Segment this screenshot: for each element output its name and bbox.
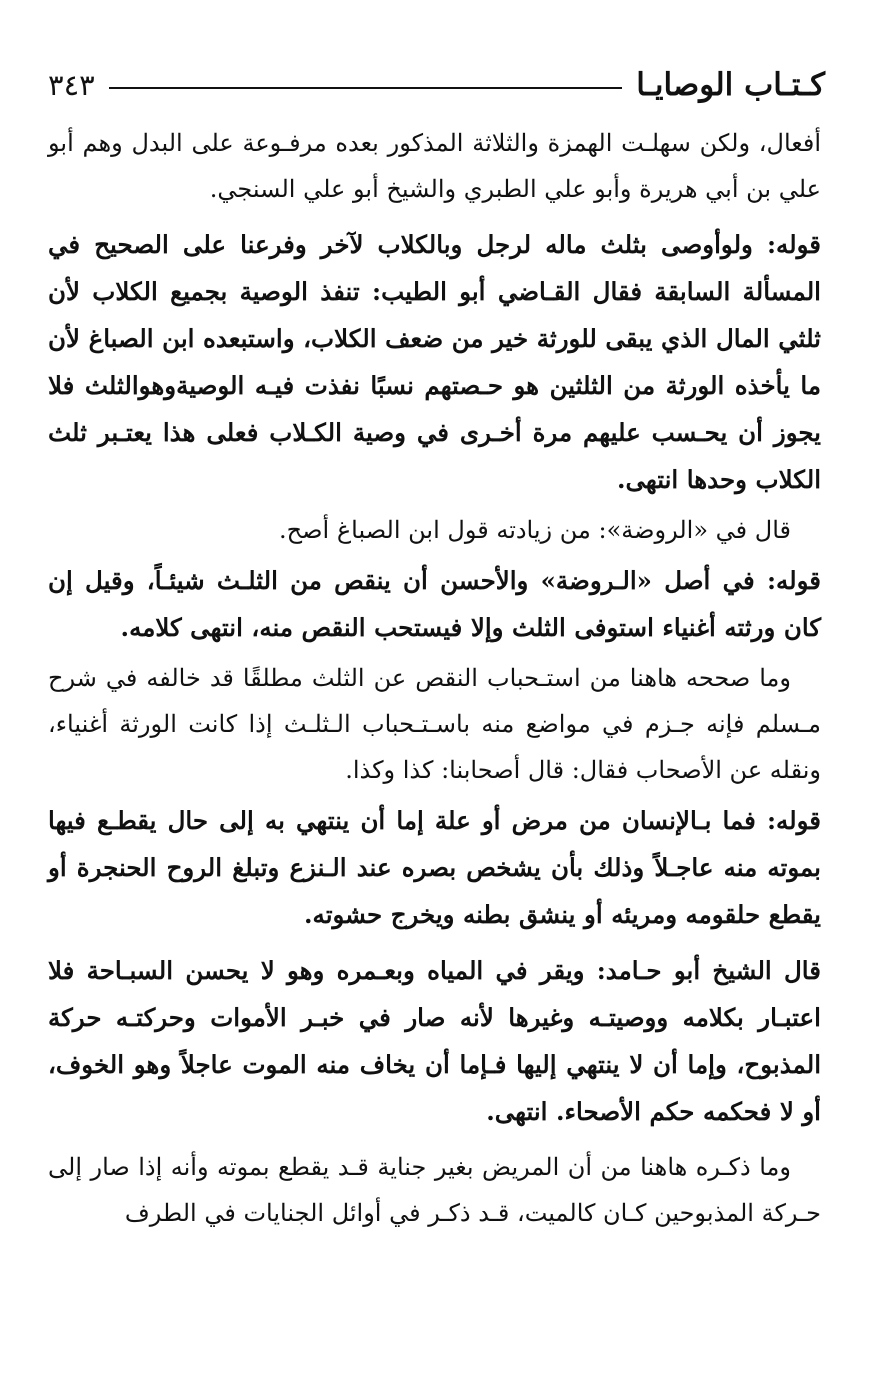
paragraph-2-quote: قوله: ولوأوصى بثلث ماله لرجل وبالكلاب لآخر وفرعنا على الصحيح في المسألة السابقة فقال القـاضي أبو الطيب: تنفذ الوصية بجميع الكلاب لأن ثلثي المال الذي يبقى للورثة خير من ضعف الكلاب، واستبعده ابن الصباغ لأن ما يأخذه الورثة من الثلثين هو حـصتهم نسبًا نفذت فيـه الوصيةوهوالثلث فلا يجوز أن يحـسب عليهم مرة أخـرى في وصية الكـلاب فعلى هذا يعتـبر ثلث الكلاب وحدها انتهى. [48, 230, 821, 494]
paragraph-4-quote: قوله: في أصل «الـروضة» والأحسن أن ينقص من الثلـث شيئـاً، وقيل إن كان ورثته أغنياء استوفى الثلث وإلا فيستحب النقص منه، انتهى كلامه. [48, 566, 821, 642]
paragraph-7-quote: قال الشيخ أبو حـامد: ويقر في المياه وبعـمره وهو لا يحسن السبـاحة فلا اعتبـار بكلامه ووصيتـه وغيرها لأنه صار في خبـر الأموات وحركتـه حركة المذبوح، وإما أن لا ينتهي إليها فـإما أن يخاف منه الموت عاجلاً وهو الخوف، أو لا فحكمه حكم الأصحاء. انتهى. [48, 956, 821, 1126]
header-rule [109, 87, 623, 89]
paragraph-3: قال في «الروضة»: من زيادته قول ابن الصباغ أصح. [279, 516, 791, 544]
paragraph-8: وما ذكـره هاهنا من أن المريض بغير جناية قـد يقطع بموته وأنه إذا صار إلى حـركة المذبوحين كـان كالميت، قـد ذكـر في أوائل الجنايات في الطرف [48, 1153, 821, 1227]
running-header [48, 62, 825, 108]
paragraph-5: وما صححه هاهنا من استـحباب النقص عن الثلث مطلقًا قد خالفه في شرح مـسلم فإنه جـزم في مواضع منه باسـتـحباب الـثلـث إذا كانت الورثة أغنياء، ونقله عن الأصحاب فقال: قال أصحابنا: كذا وكذا. [48, 664, 821, 784]
paragraph-1: أفعال، ولكن سهلـت الهمزة والثلاثة المذكور بعده مرفـوعة على البدل وهم أبو علي بن أبي هريرة وأبو علي الطبري والشيخ أبو علي السنجي. [48, 129, 821, 203]
paragraph-6-quote: قوله: فما بـالإنسان من مرض أو علة إما أن ينتهي به إلى حال يقطـع فيها بموته منه عاجـلاً وذلك بأن يشخص بصره عند الـنزع وتبلغ الروح الحنجرة أو يقطع حلقومه ومريئه أو ينشق بطنه ويخرج حشوته. [48, 806, 821, 929]
page-body [48, 120, 821, 1236]
page-number: ٣٤٣ [48, 68, 95, 102]
chapter-title: كـتـاب الوصايـا [636, 67, 825, 103]
